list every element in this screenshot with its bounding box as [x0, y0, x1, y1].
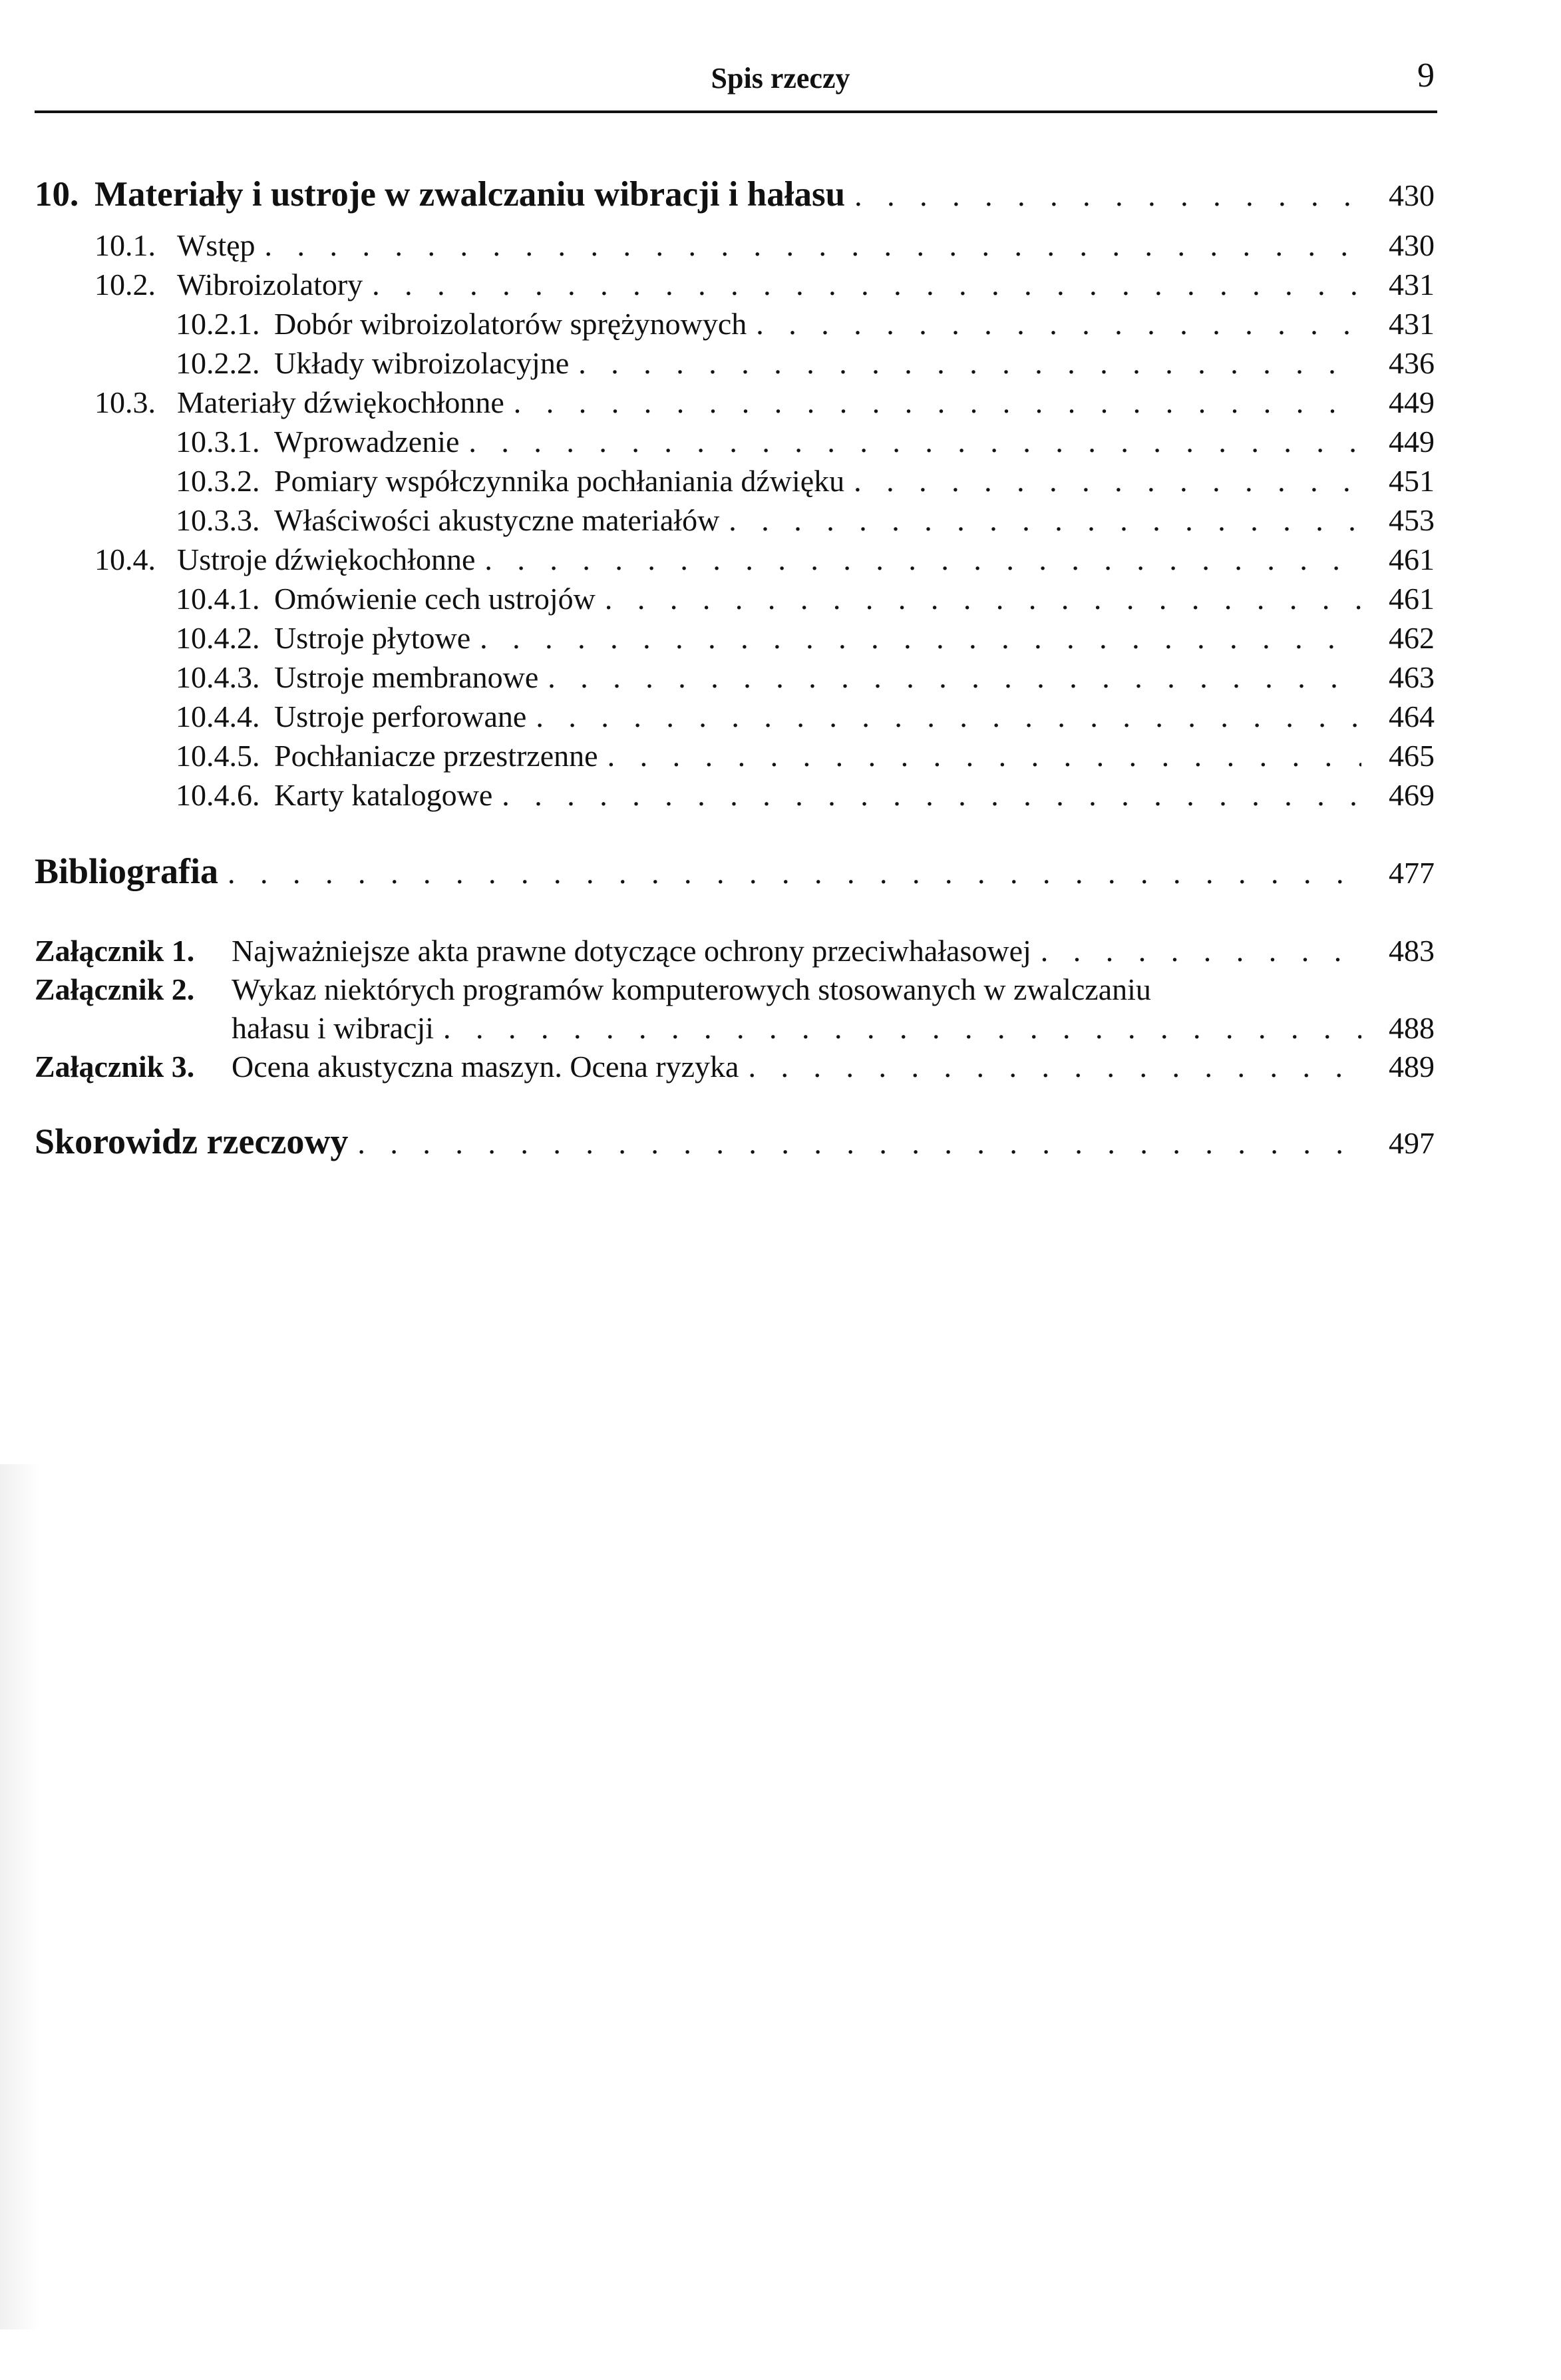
dot-leader — [363, 267, 1361, 302]
toc-appendix-2-continued[interactable] — [232, 1010, 1435, 1046]
entry-page: 436 — [1389, 346, 1435, 380]
bibliography-page: 477 — [1389, 856, 1435, 890]
entry-page: 449 — [1389, 385, 1435, 419]
dot-leader — [1031, 933, 1361, 968]
entry-page: 431 — [1389, 268, 1435, 301]
dot-leader — [598, 738, 1361, 773]
entry-title: Ustroje perforowane — [274, 699, 527, 733]
dot-leader — [845, 178, 1361, 213]
entry-title: Omówienie cech ustrojów — [274, 582, 596, 616]
toc-entry-10-4[interactable] — [94, 542, 1435, 577]
toc-entry-10-2[interactable] — [94, 267, 1435, 302]
appendix-label: Załącznik 2. — [35, 972, 195, 1006]
dot-leader — [492, 777, 1361, 813]
appendix-page: 488 — [1389, 1011, 1435, 1045]
entry-number: 10.3.3. — [176, 503, 260, 537]
entry-number: 10.3.1. — [176, 425, 260, 459]
appendix-title-continued: hałasu i wibracji — [232, 1011, 434, 1045]
dot-leader — [844, 463, 1361, 498]
dot-leader — [475, 542, 1361, 577]
entry-page: 449 — [1389, 425, 1435, 459]
entry-title: Pomiary współczynnika pochłaniania dźwięku — [274, 464, 845, 498]
entry-number: 10.4.4. — [176, 699, 260, 733]
entry-number: 10.3.2. — [176, 464, 260, 498]
dot-leader — [739, 1049, 1361, 1084]
appendix-label: Załącznik 1. — [35, 934, 195, 968]
dot-leader — [504, 385, 1361, 420]
index-page: 497 — [1389, 1126, 1435, 1160]
toc-entry-10-4-2[interactable] — [176, 620, 1435, 656]
dot-leader — [719, 502, 1361, 538]
entry-number: 10.2.1. — [176, 307, 260, 341]
entry-page: 453 — [1389, 503, 1435, 537]
appendix-title: Ocena akustyczna maszyn. Ocena ryzyka — [232, 1050, 739, 1084]
toc-entry-10-4-1[interactable] — [176, 581, 1435, 616]
chapter-title: Materiały i ustroje w zwalczaniu wibracji i hałasu — [94, 175, 846, 214]
index-title: Skorowidz rzeczowy — [35, 1121, 349, 1161]
dot-leader — [256, 228, 1361, 263]
bibliography-title: Bibliografia — [35, 851, 219, 891]
entry-number: 10.3. — [94, 385, 156, 419]
entry-page: 463 — [1389, 660, 1435, 694]
header-rule — [35, 110, 1437, 113]
scan-gutter-shadow — [0, 1464, 40, 2329]
entry-page: 464 — [1389, 699, 1435, 733]
entry-number: 10.4.5. — [176, 739, 260, 773]
toc-index[interactable] — [35, 1121, 1435, 1162]
appendix-label: Załącznik 3. — [35, 1050, 195, 1084]
appendix-title: Najważniejsze akta prawne dotyczące ochrony przeciwhałasowej — [232, 934, 1031, 968]
toc-entry-10-4-5[interactable] — [176, 738, 1435, 773]
toc-entry-10-3-1[interactable] — [176, 424, 1435, 459]
entry-page: 461 — [1389, 582, 1435, 616]
entry-title: Ustroje dźwiękochłonne — [177, 542, 476, 576]
entry-title: Wprowadzenie — [274, 425, 460, 459]
entry-number: 10.4.6. — [176, 778, 260, 812]
toc-entry-10-2-1[interactable] — [176, 306, 1435, 341]
chapter-page: 430 — [1389, 178, 1435, 212]
entry-page: 451 — [1389, 464, 1435, 498]
dot-leader — [596, 581, 1361, 616]
dot-leader — [747, 306, 1361, 341]
entry-number: 10.1. — [94, 228, 156, 262]
entry-title: Układy wibroizolacyjne — [274, 346, 570, 380]
entry-title: Właściwości akustyczne materiałów — [274, 503, 720, 537]
appendix-title: Wykaz niektórych programów komputerowych stosowanych w zwalczaniu — [232, 972, 1151, 1006]
toc-entry-10-2-2[interactable] — [176, 345, 1435, 381]
entry-page: 431 — [1389, 307, 1435, 341]
dot-leader — [470, 620, 1361, 656]
dot-leader — [434, 1010, 1361, 1046]
entry-number: 10.4.2. — [176, 621, 260, 655]
entry-title: Wstęp — [177, 228, 256, 262]
dot-leader — [526, 699, 1361, 734]
toc-entry-10-1[interactable] — [94, 228, 1435, 263]
toc-entry-10-4-6[interactable] — [176, 777, 1435, 813]
dot-leader — [348, 1125, 1361, 1161]
page-number: 9 — [1417, 57, 1435, 95]
toc-appendix-3[interactable] — [35, 1049, 1435, 1084]
entry-title: Ustroje membranowe — [274, 660, 539, 694]
appendix-page: 489 — [1389, 1050, 1435, 1084]
entry-number: 10.2.2. — [176, 346, 260, 380]
toc-entry-10-3-2[interactable] — [176, 463, 1435, 498]
entry-page: 469 — [1389, 778, 1435, 812]
toc-bibliography[interactable] — [35, 851, 1435, 892]
dot-leader — [538, 660, 1361, 695]
running-header-title: Spis rzeczy — [711, 62, 850, 95]
entry-number: 10.4.1. — [176, 582, 260, 616]
dot-leader — [218, 855, 1361, 891]
appendix-page: 483 — [1389, 934, 1435, 968]
entry-title: Pochłaniacze przestrzenne — [274, 739, 598, 773]
toc-entry-10-3[interactable] — [94, 385, 1435, 420]
entry-title: Wibroizolatory — [177, 268, 363, 301]
entry-number: 10.4.3. — [176, 660, 260, 694]
entry-page: 430 — [1389, 228, 1435, 262]
toc-chapter-10[interactable] — [35, 174, 1435, 214]
entry-title: Materiały dźwiękochłonne — [177, 385, 504, 419]
entry-page: 465 — [1389, 739, 1435, 773]
entry-number: 10.2. — [94, 268, 156, 301]
toc-entry-10-4-4[interactable] — [176, 699, 1435, 734]
entry-title: Dobór wibroizolatorów sprężynowych — [274, 307, 747, 341]
entry-title: Karty katalogowe — [274, 778, 493, 812]
entry-page: 461 — [1389, 542, 1435, 576]
toc-entry-10-4-3[interactable] — [176, 660, 1435, 695]
toc-appendix-1[interactable] — [35, 933, 1435, 968]
entry-number: 10.4. — [94, 542, 156, 576]
toc-appendix-2[interactable] — [35, 972, 1435, 1007]
dot-leader — [569, 345, 1361, 381]
entry-page: 462 — [1389, 621, 1435, 655]
chapter-number: 10. — [35, 175, 79, 214]
toc-entry-10-3-3[interactable] — [176, 502, 1435, 538]
dot-leader — [459, 424, 1361, 459]
entry-title: Ustroje płytowe — [274, 621, 471, 655]
